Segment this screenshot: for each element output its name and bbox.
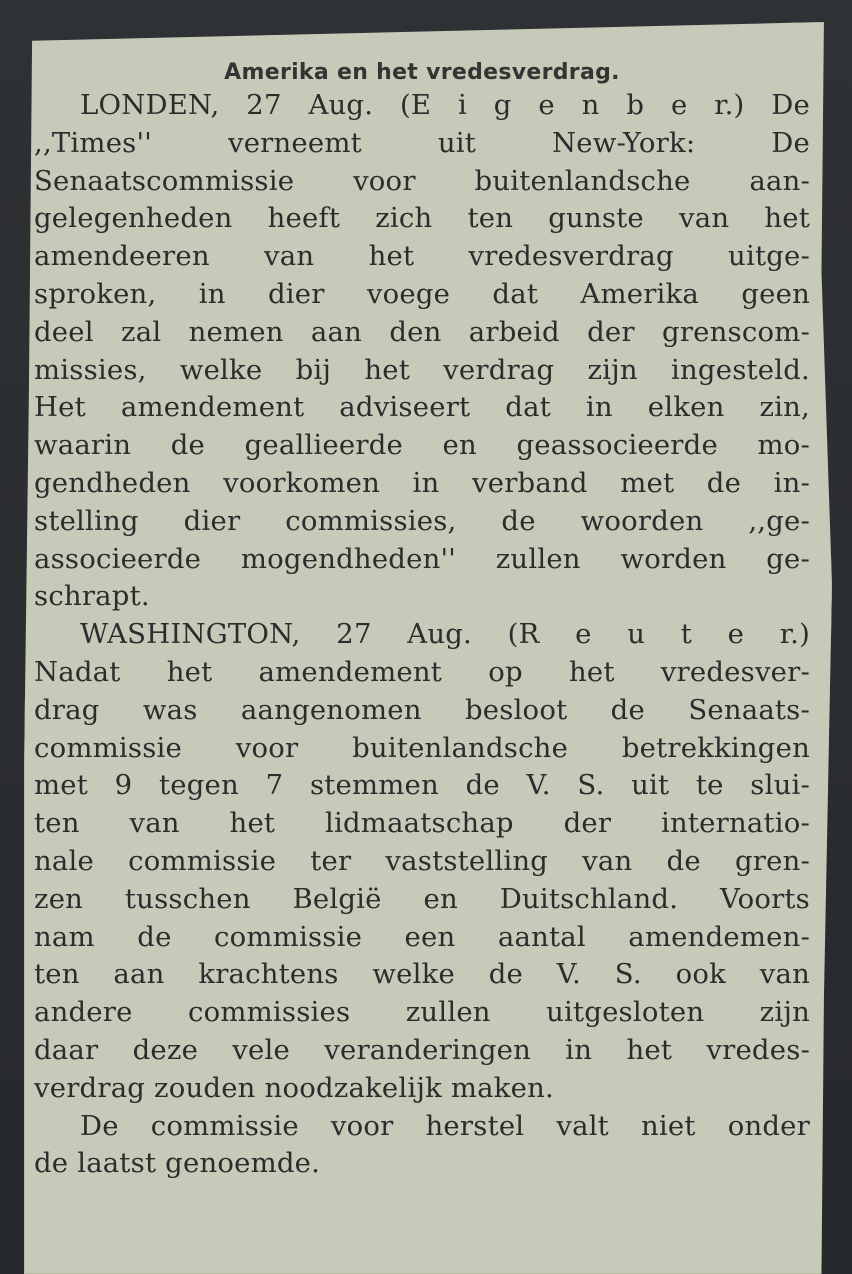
- text-line: Het amendement adviseert dat in elken zin,: [34, 391, 810, 424]
- text-line: daar deze vele veranderingen in het vredes-: [34, 1033, 810, 1066]
- text-line: De commissie voor herstel valt niet onder: [80, 1109, 810, 1142]
- article: [34, 60, 810, 1183]
- text-line: gelegenheden heeft zich ten gunste van het: [34, 202, 810, 235]
- text-line: missies, welke bij het verdrag zijn ingesteld.: [34, 353, 810, 386]
- text-line: nam de commissie een aantal amendemen-: [34, 920, 810, 953]
- text-line: Nadat het amendement op het vredesver-: [34, 655, 810, 688]
- text-line: commissie voor buitenlandsche betrekkingen: [34, 731, 810, 764]
- text-line: waarin de geallieerde en geassocieerde mo-: [34, 429, 810, 462]
- text-line: deel zal nemen aan den arbeid der grenscom-: [34, 315, 810, 348]
- paragraph-london: [34, 87, 810, 616]
- paragraph-herstel: [34, 1108, 810, 1184]
- text-line: amendeeren van het vredesverdrag uitge-: [34, 240, 810, 273]
- text-line: WASHINGTON, 27 Aug. (R e u t e r.): [80, 618, 810, 651]
- text-line: zen tusschen België en Duitschland. Voorts: [34, 882, 810, 915]
- text-line: verdrag zouden noodzakelijk maken.: [34, 1071, 554, 1104]
- text-line: sproken, in dier voege dat Amerika geen: [34, 277, 810, 310]
- text-line: stelling dier commissies, de woorden ,,ge-: [34, 504, 810, 537]
- paragraph-washington: [34, 616, 810, 1107]
- text-line: associeerde mogendheden'' zullen worden ge-: [34, 542, 810, 575]
- text-line: LONDEN, 27 Aug. (E i g e n b e r.) De: [80, 89, 810, 121]
- text-line: met 9 tegen 7 stemmen de V. S. uit te slui-: [34, 769, 810, 802]
- article-headline: Amerika en het vredesverdrag.: [224, 60, 620, 85]
- text-line: Senaatscommissie voor buitenlandsche aan-: [34, 164, 810, 197]
- text-line: nale commissie ter vaststelling van de gren-: [34, 844, 810, 877]
- text-line: andere commissies zullen uitgesloten zijn: [34, 996, 810, 1029]
- text-line: ten aan krachtens welke de V. S. ook van: [34, 958, 810, 991]
- text-line: ten van het lidmaatschap der internatio-: [34, 807, 810, 840]
- text-line: schrapt.: [34, 580, 150, 613]
- text-line: de laatst genoemde.: [34, 1147, 321, 1180]
- text-line: ,,Times'' verneemt uit New-York: De: [34, 126, 810, 159]
- text-line: drag was aangenomen besloot de Senaats-: [34, 693, 810, 726]
- text-line: gendheden voorkomen in verband met de in-: [34, 466, 810, 499]
